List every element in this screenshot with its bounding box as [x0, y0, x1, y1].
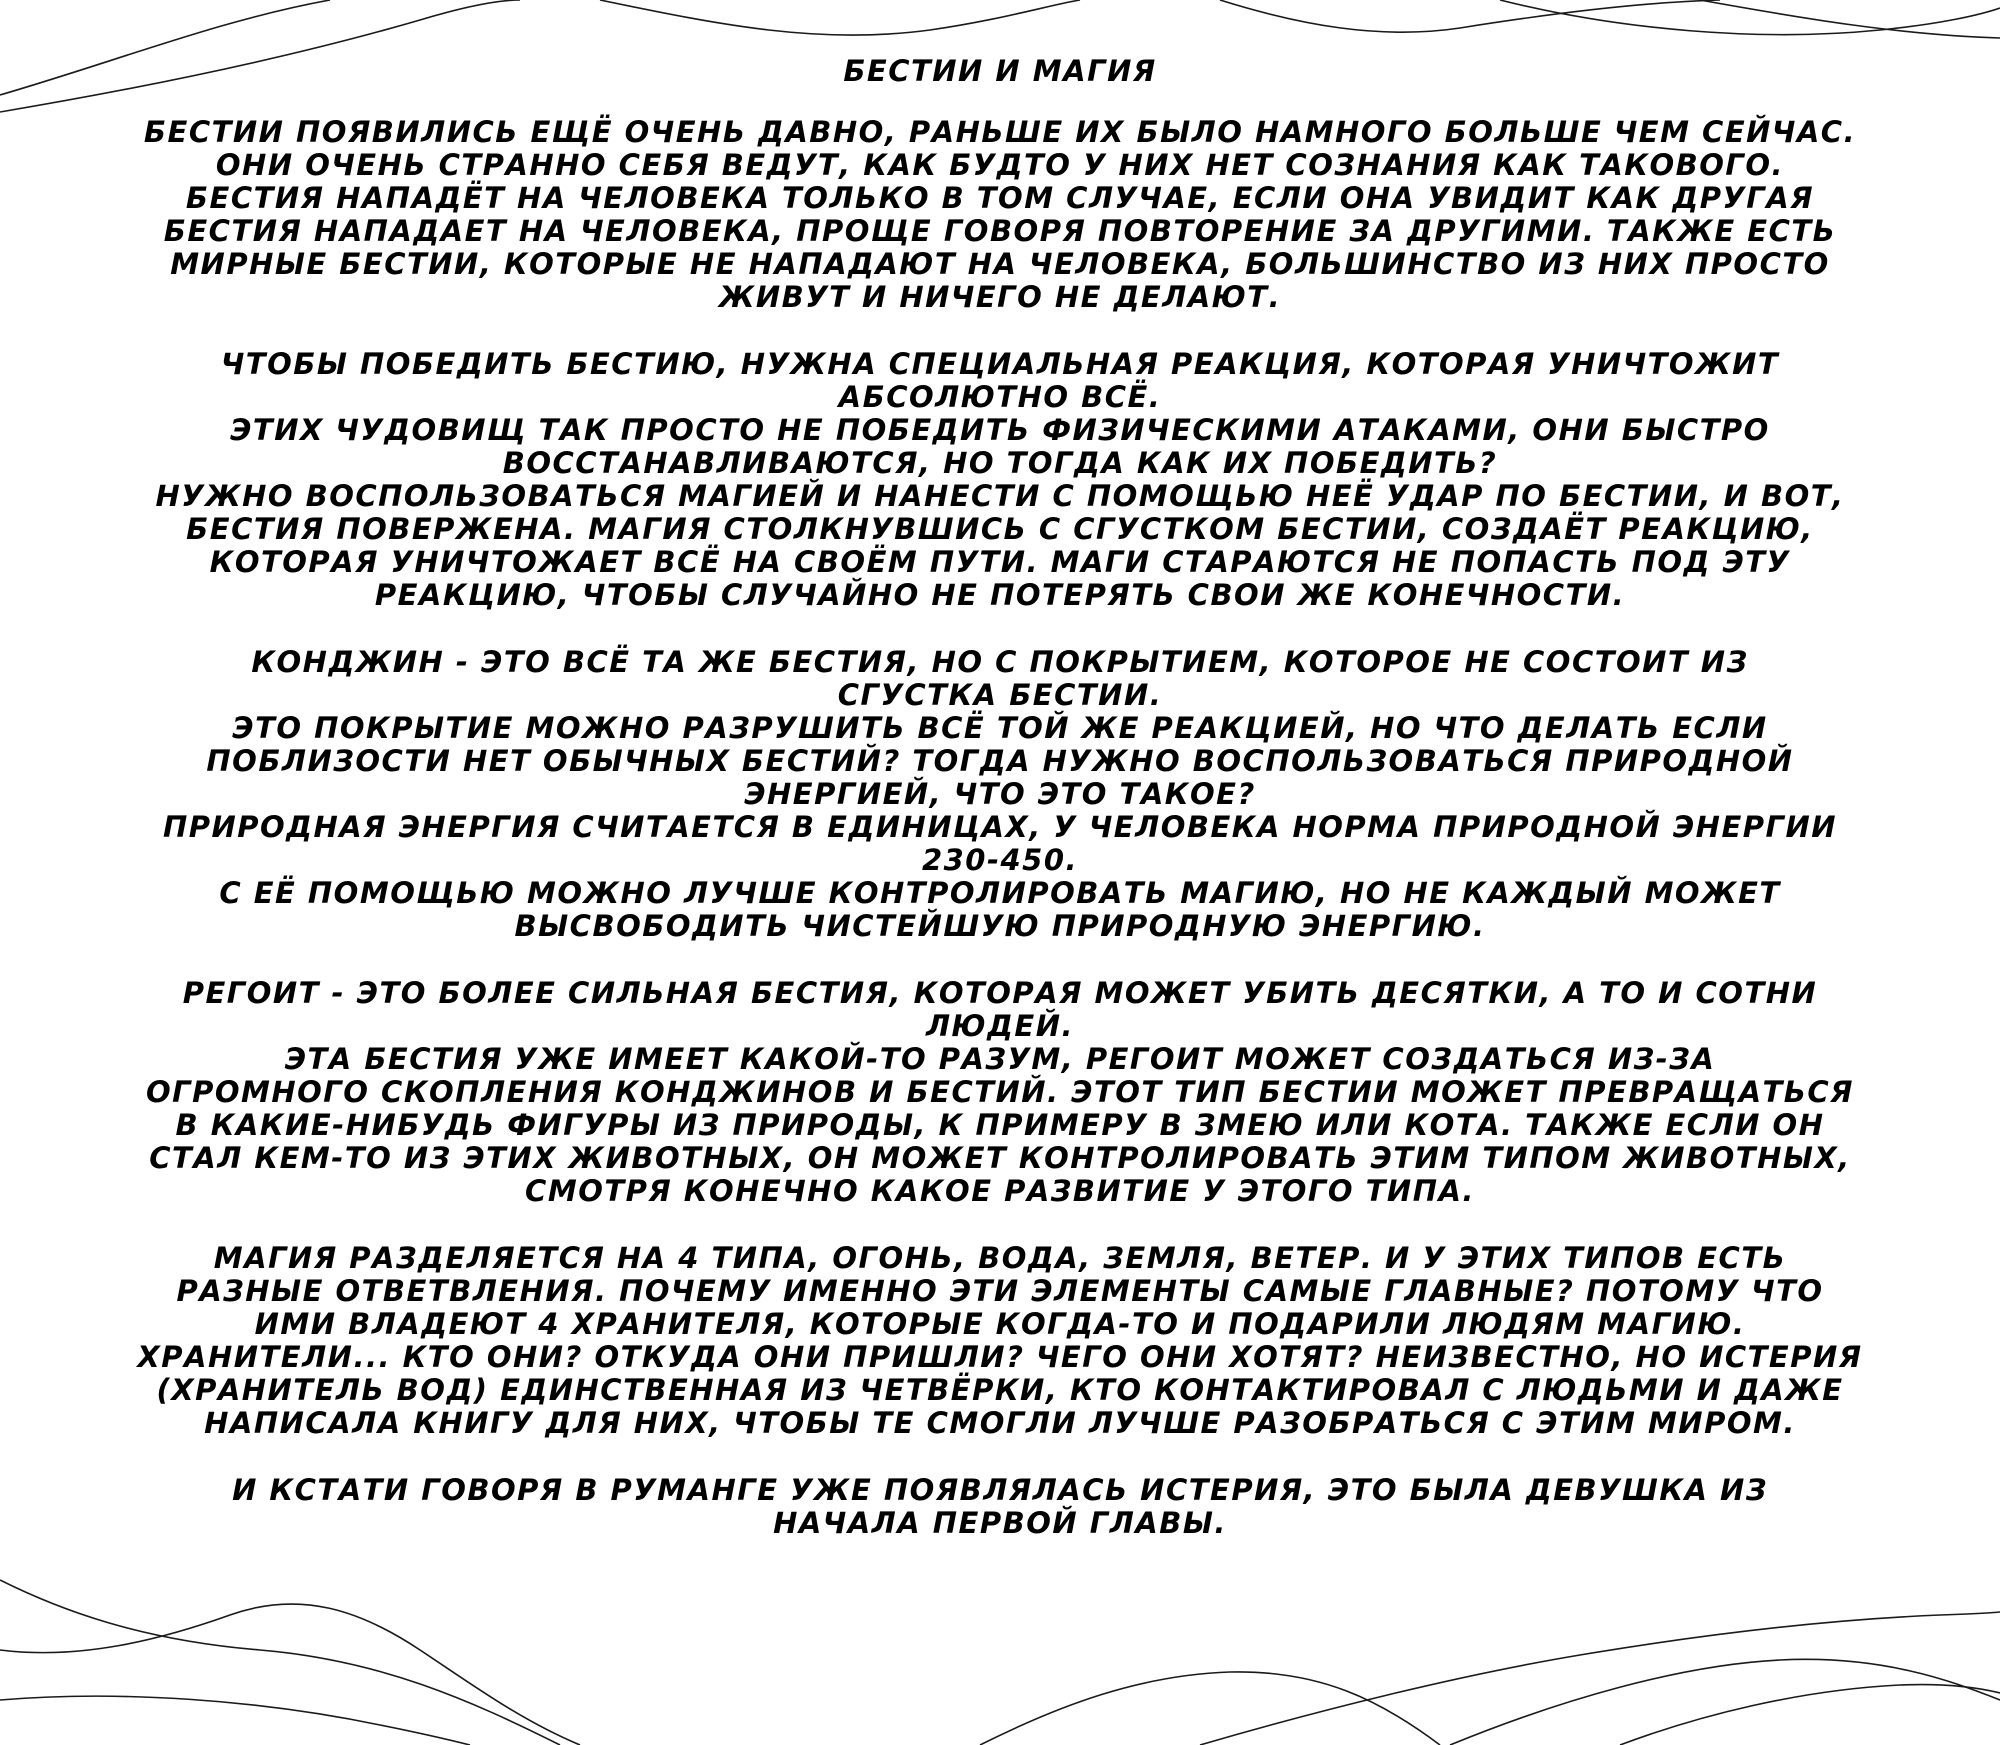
- wavy-line-top-right-2: [1500, 0, 2000, 35]
- paragraph-line: ОНИ ОЧЕНЬ СТРАННО СЕБЯ ВЕДУТ, КАК БУДТО У НИХ НЕТ СОЗНАНИЯ КАК ТАКОВОГО.: [215, 148, 1785, 182]
- paragraph-line: (ХРАНИТЕЛЬ ВОД) ЕДИНСТВЕННАЯ ИЗ ЧЕТВЁРКИ, КТО КОНТАКТИРОВАЛ С ЛЮДЬМИ И ДАЖЕ: [156, 1373, 1844, 1407]
- paragraph-line: СМОТРЯ КОНЕЧНО КАКОЕ РАЗВИТИЕ У ЭТОГО ТИПА.: [525, 1174, 1475, 1208]
- paragraph-line: ЭТИХ ЧУДОВИЩ ТАК ПРОСТО НЕ ПОБЕДИТЬ ФИЗИЧЕСКИМИ АТАКАМИ, ОНИ БЫСТРО: [230, 413, 1770, 447]
- paragraph-line: МАГИЯ РАЗДЕЛЯЕТСЯ НА 4 ТИПА, ОГОНЬ, ВОДА, ЗЕМЛЯ, ВЕТЕР. И У ЭТИХ ТИПОВ ЕСТЬ: [213, 1241, 1787, 1275]
- paragraph-line: ЛЮДЕЙ.: [925, 1009, 1075, 1043]
- paragraph: [40, 646, 1960, 943]
- wavy-line-bottom-left-2: [0, 1604, 580, 1745]
- paragraph-line: СГУСТКА БЕСТИИ.: [837, 678, 1163, 712]
- wavy-line-bottom-center: [980, 1672, 1440, 1745]
- paragraph: [40, 1242, 1960, 1440]
- wavy-line-bottom-right-1: [1200, 1612, 2000, 1745]
- wavy-line-bottom-right-3: [1620, 1685, 2000, 1745]
- paragraph-line: С ЕЁ ПОМОЩЬЮ МОЖНО ЛУЧШЕ КОНТРОЛИРОВАТЬ МАГИЮ, НО НЕ КАЖДЫЙ МОЖЕТ: [219, 876, 1781, 910]
- paragraph-line: ХРАНИТЕЛИ... КТО ОНИ? ОТКУДА ОНИ ПРИШЛИ? ЧЕГО ОНИ ХОТЯТ? НЕИЗВЕСТНО, НО ИСТЕРИЯ: [137, 1340, 1863, 1374]
- paragraph: [40, 1474, 1960, 1540]
- paragraph-line: НАЧАЛА ПЕРВОЙ ГЛАВЫ.: [773, 1506, 1227, 1540]
- wavy-line-top-right-1: [1220, 0, 1720, 32]
- paragraph: [40, 977, 1960, 1208]
- paragraph-line: ИМИ ВЛАДЕЮТ 4 ХРАНИТЕЛЯ, КОТОРЫЕ КОГДА-ТО И ПОДАРИЛИ ЛЮДЯМ МАГИЮ.: [254, 1307, 1746, 1341]
- paragraph-line: СТАЛ КЕМ-ТО ИЗ ЭТИХ ЖИВОТНЫХ, ОН МОЖЕТ КОНТРОЛИРОВАТЬ ЭТИМ ТИПОМ ЖИВОТНЫХ,: [149, 1141, 1851, 1175]
- paragraph-line: В КАКИЕ-НИБУДЬ ФИГУРЫ ИЗ ПРИРОДЫ, К ПРИМЕРУ В ЗМЕЮ ИЛИ КОТА. ТАКЖЕ ЕСЛИ ОН: [175, 1108, 1825, 1142]
- paragraph-line: ЧТОБЫ ПОБЕДИТЬ БЕСТИЮ, НУЖНА СПЕЦИАЛЬНАЯ РЕАКЦИЯ, КОТОРАЯ УНИЧТОЖИТ: [220, 347, 1780, 381]
- paragraph-list: [40, 116, 1960, 1540]
- paragraph-line: ПОБЛИЗОСТИ НЕТ ОБЫЧНЫХ БЕСТИЙ? ТОГДА НУЖНО ВОСПОЛЬЗОВАТЬСЯ ПРИРОДНОЙ: [206, 744, 1794, 778]
- paragraph-line: РАЗНЫЕ ОТВЕТВЛЕНИЯ. ПОЧЕМУ ИМЕННО ЭТИ ЭЛЕМЕНТЫ САМЫЕ ГЛАВНЫЕ? ПОТОМУ ЧТО: [176, 1274, 1824, 1308]
- paragraph-line: ЭТА БЕСТИЯ УЖЕ ИМЕЕТ КАКОЙ-ТО РАЗУМ, РЕГОИТ МОЖЕТ СОЗДАТЬСЯ ИЗ-ЗА: [284, 1042, 1716, 1076]
- paragraph-line: ПРИРОДНАЯ ЭНЕРГИЯ СЧИТАЕТСЯ В ЕДИНИЦАХ, У ЧЕЛОВЕКА НОРМА ПРИРОДНОЙ ЭНЕРГИИ: [162, 810, 1838, 844]
- document-title: БЕСТИИ И МАГИЯ: [843, 54, 1157, 88]
- paragraph-line: ВЫСВОБОДИТЬ ЧИСТЕЙШУЮ ПРИРОДНУЮ ЭНЕРГИЮ.: [514, 909, 1486, 943]
- paragraph-line: ЭТО ПОКРЫТИЕ МОЖНО РАЗРУШИТЬ ВСЁ ТОЙ ЖЕ РЕАКЦИЕЙ, НО ЧТО ДЕЛАТЬ ЕСЛИ: [232, 711, 1768, 745]
- paragraph-line: ЖИВУТ И НИЧЕГО НЕ ДЕЛАЮТ.: [718, 280, 1282, 314]
- paragraph-line: ВОССТАНАВЛИВАЮТСЯ, НО ТОГДА КАК ИХ ПОБЕДИТЬ?: [502, 446, 1498, 480]
- paragraph-line: ОГРОМНОГО СКОПЛЕНИЯ КОНДЖИНОВ И БЕСТИЙ. ЭТОТ ТИП БЕСТИИ МОЖЕТ ПРЕВРАЩАТЬСЯ: [145, 1075, 1855, 1109]
- wavy-line-bottom-left-1: [0, 1580, 560, 1745]
- paragraph-line: КОНДЖИН - ЭТО ВСЁ ТА ЖЕ БЕСТИЯ, НО С ПОКРЫТИЕМ, КОТОРОЕ НЕ СОСТОИТ ИЗ: [251, 645, 1749, 679]
- paragraph-line: РЕГОИТ - ЭТО БОЛЕЕ СИЛЬНАЯ БЕСТИЯ, КОТОРАЯ МОЖЕТ УБИТЬ ДЕСЯТКИ, А ТО И СОТНИ: [182, 976, 1818, 1010]
- wavy-line-bottom-left-3: [0, 1696, 470, 1745]
- paragraph-line: НУЖНО ВОСПОЛЬЗОВАТЬСЯ МАГИЕЙ И НАНЕСТИ С ПОМОЩЬЮ НЕЁ УДАР ПО БЕСТИИ, И ВОТ,: [155, 479, 1845, 513]
- paragraph-line: РЕАКЦИЮ, ЧТОБЫ СЛУЧАЙНО НЕ ПОТЕРЯТЬ СВОИ ЖЕ КОНЕЧНОСТИ.: [374, 578, 1626, 612]
- paragraph-line: ЭНЕРГИЕЙ, ЧТО ЭТО ТАКОЕ?: [744, 777, 1256, 811]
- paragraph-line: БЕСТИЯ НАПАДАЕТ НА ЧЕЛОВЕКА, ПРОЩЕ ГОВОРЯ ПОВТОРЕНИЕ ЗА ДРУГИМИ. ТАКЖЕ ЕСТЬ: [163, 214, 1837, 248]
- paragraph-line: НАПИСАЛА КНИГУ ДЛЯ НИХ, ЧТОБЫ ТЕ СМОГЛИ ЛУЧШЕ РАЗОБРАТЬСЯ С ЭТИМ МИРОМ.: [204, 1406, 1796, 1440]
- wavy-line-bottom-right-2: [1450, 1659, 2000, 1745]
- wavy-line-top-center: [600, 0, 1080, 35]
- paragraph: [40, 348, 1960, 612]
- paragraph-line: МИРНЫЕ БЕСТИИ, КОТОРЫЕ НЕ НАПАДАЮТ НА ЧЕЛОВЕКА, БОЛЬШИНСТВО ИЗ НИХ ПРОСТО: [170, 247, 1830, 281]
- paragraph-line: БЕСТИЯ ПОВЕРЖЕНА. МАГИЯ СТОЛКНУВШИСЬ С СГУСТКОМ БЕСТИИ, СОЗДАЁТ РЕАКЦИЮ,: [186, 512, 1814, 546]
- paragraph-line: КОТОРАЯ УНИЧТОЖАЕТ ВСЁ НА СВОЁМ ПУТИ. МАГИ СТАРАЮТСЯ НЕ ПОПАСТЬ ПОД ЭТУ: [209, 545, 1791, 579]
- paragraph-line: БЕСТИЯ НАПАДЁТ НА ЧЕЛОВЕКА ТОЛЬКО В ТОМ СЛУЧАЕ, ЕСЛИ ОНА УВИДИТ КАК ДРУГАЯ: [185, 181, 1815, 215]
- paragraph-line: АБСОЛЮТНО ВСЁ.: [838, 380, 1162, 414]
- document-body: [40, 55, 1960, 1574]
- paragraph: [40, 116, 1960, 314]
- paragraph-line: 230-450.: [921, 843, 1079, 877]
- paragraph-line: И КСТАТИ ГОВОРЯ В РУМАНГЕ УЖЕ ПОЯВЛЯЛАСЬ ИСТЕРИЯ, ЭТО БЫЛА ДЕВУШКА ИЗ: [232, 1473, 1768, 1507]
- paragraph-line: БЕСТИИ ПОЯВИЛИСЬ ЕЩЁ ОЧЕНЬ ДАВНО, РАНЬШЕ ИХ БЫЛО НАМНОГО БОЛЬШЕ ЧЕМ СЕЙЧАС.: [143, 115, 1857, 149]
- wavy-line-top-right-3: [1700, 0, 2000, 38]
